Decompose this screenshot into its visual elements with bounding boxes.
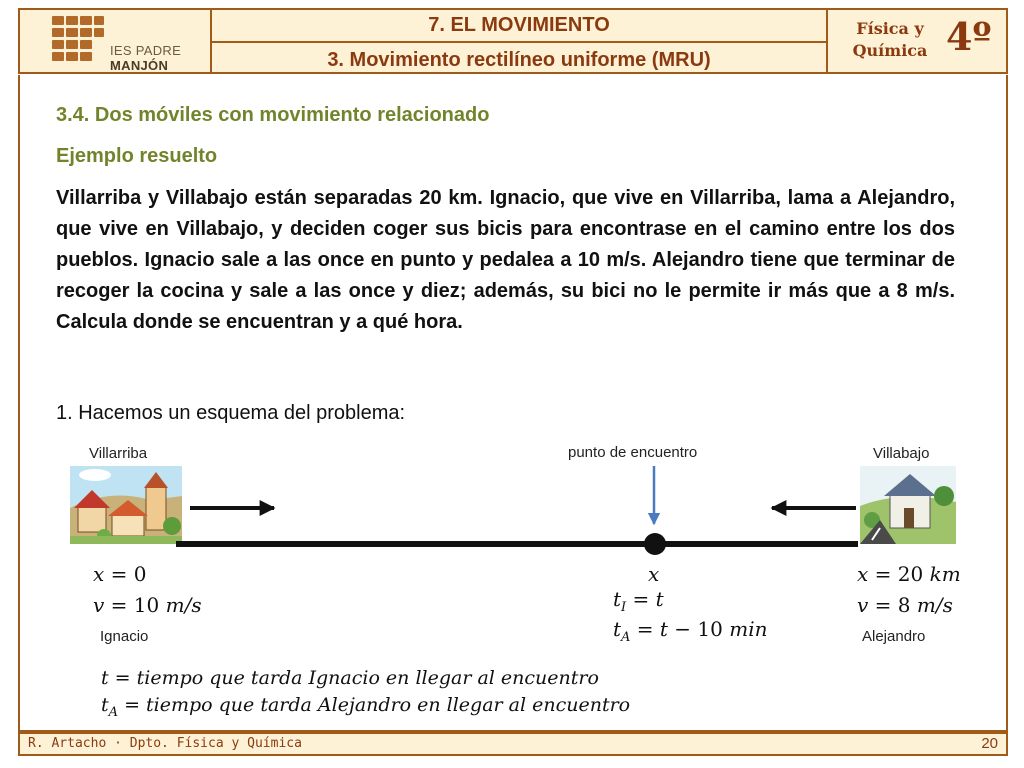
left-town-label: Villarriba — [89, 445, 148, 462]
footer-author: R. Artacho · Dpto. Física y Química — [28, 736, 302, 751]
subject-name — [840, 18, 940, 62]
section-title: 3.4. Dos móviles con movimiento relacionado — [56, 104, 490, 126]
subject-line1: Física y — [856, 19, 924, 38]
footer-bar — [18, 732, 1008, 756]
right-town-label: Villabajo — [873, 445, 930, 462]
definition-tA: $t_A$ = tiempo que tarda Alejandro en llegar al encuentro — [101, 694, 631, 720]
definition-t: t = tiempo que tarda Ignacio en llegar al encuentro — [101, 667, 599, 689]
subject-line2: Química — [852, 41, 928, 60]
left-x-expr: x = 0 — [93, 562, 147, 586]
right-person-label: Alejandro — [862, 628, 926, 645]
step-1-text: 1. Hacemos un esquema del problema: — [56, 402, 406, 424]
school-logo-icon — [52, 16, 104, 66]
problem-statement: Villarriba y Villabajo están separadas 20 km. Ignacio, que vive en Villarriba, lama a Alejandro, que vive en Villabajo, y deciden coger sus bicis para encontrase en el camino entre los dos pueblos. Ignacio sale a las once en punto y pedalea a 10 m/s. Alejandro tiene que terminar de recoger la cocina y sale a las once y diez; además, su bici no le permite ir más que a 8 m/s. Calcula donde se encuentran y a qué hora. — [56, 187, 955, 333]
right-v-expr: v = 8 m/s — [857, 593, 953, 617]
meeting-point-label: punto de encuentro — [568, 444, 698, 461]
page-number: 20 — [981, 735, 998, 752]
left-v-expr: v = 10 m/s — [93, 593, 202, 617]
meet-x-expr: x — [648, 562, 660, 586]
example-title: Ejemplo resuelto — [56, 145, 218, 167]
unit-title: 7. EL MOVIMIENTO — [428, 14, 610, 36]
right-x-expr: x = 20 km — [857, 562, 961, 586]
left-person-label: Ignacio — [100, 628, 149, 645]
subject-cell — [826, 8, 1008, 74]
course-label: 4º — [946, 14, 992, 59]
meet-tA-expr: $t_A = t - 10$ min — [613, 617, 768, 645]
lesson-title: 3. Movimiento rectilíneo uniforme (MRU) — [327, 49, 711, 71]
title-divider — [212, 41, 826, 43]
meet-tI-expr: $t_I = t$ — [613, 587, 664, 615]
title-cell — [210, 8, 828, 74]
logo-text-line2: MANJÓN — [110, 58, 169, 73]
school-logo-cell — [18, 8, 212, 74]
logo-text-line1: IES PADRE — [110, 43, 182, 58]
